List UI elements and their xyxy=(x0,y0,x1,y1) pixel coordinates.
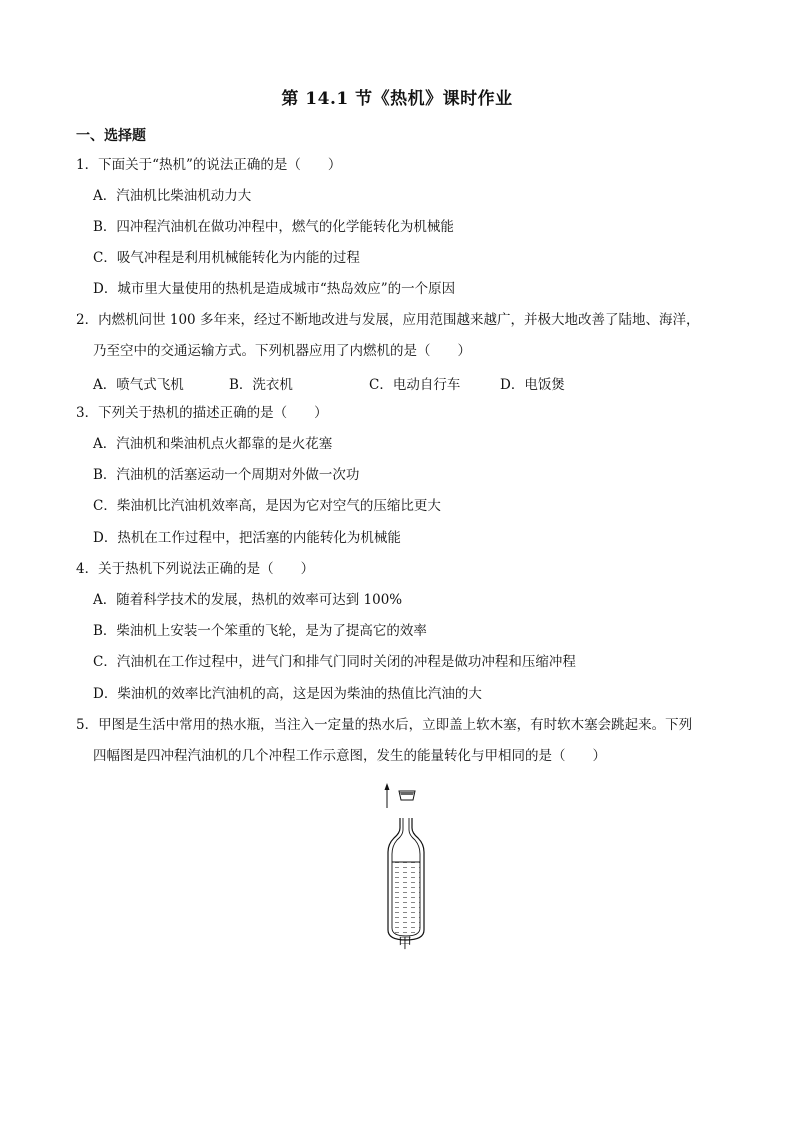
question-5-stem: 5．甲图是生活中常用的热水瓶，当注入一定量的热水后，立即盖上软木塞，有时软木塞会跳起来。下列 xyxy=(76,717,693,733)
question-1-option-c: C．吸气冲程是利用机械能转化为内能的过程 xyxy=(93,250,360,266)
question-1-option-d: D．城市里大量使用的热机是造成城市“热岛效应”的一个原因 xyxy=(93,281,456,297)
question-3-option-b: B．汽油机的活塞运动一个周期对外做一次功 xyxy=(93,467,360,483)
question-4-option-b: B．柴油机上安装一个笨重的飞轮，是为了提高它的效率 xyxy=(93,623,427,639)
question-2-option-a: A．喷气式飞机 xyxy=(93,377,184,393)
question-5-stem-continued: 四幅图是四冲程汽油机的几个冲程工作示意图，发生的能量转化与甲相同的是（ ） xyxy=(93,748,606,764)
question-2-option-d: D．电饭煲 xyxy=(500,377,565,393)
figure-label: 甲 xyxy=(398,936,412,952)
question-3-option-d: D．热机在工作过程中，把活塞的内能转化为机械能 xyxy=(93,530,401,546)
question-2-stem-continued: 乃至空中的交通运输方式。下列机器应用了内燃机的是（ ） xyxy=(93,343,471,359)
question-3-option-c: C．柴油机比汽油机效率高，是因为它对空气的压缩比更大 xyxy=(93,498,441,514)
question-3-stem: 3．下列关于热机的描述正确的是（ ） xyxy=(76,405,328,421)
question-4-option-d: D．柴油机的效率比汽油机的高，这是因为柴油的热值比汽油的大 xyxy=(93,686,482,702)
question-1-option-a: A．汽油机比柴油机动力大 xyxy=(93,188,252,204)
question-2-option-b: B．洗衣机 xyxy=(229,377,293,393)
question-3-option-a: A．汽油机和柴油机点火都靠的是火花塞 xyxy=(93,436,333,452)
question-2-option-c: C．电动自行车 xyxy=(369,377,461,393)
question-4-option-c: C．汽油机在工作过程中，进气门和排气门同时关闭的冲程是做功冲程和压缩冲程 xyxy=(93,654,576,670)
question-4-option-a: A．随着科学技术的发展，热机的效率可达到 100% xyxy=(93,592,403,608)
question-2-stem: 2．内燃机问世 100 多年来，经过不断地改进与发展，应用范围越来越广，并极大地改善了陆地、海洋， xyxy=(76,312,700,328)
question-2-options xyxy=(93,373,613,391)
question-1-stem: 1．下面关于“热机”的说法正确的是（ ） xyxy=(76,157,342,173)
question-1-option-b: B．四冲程汽油机在做功冲程中，燃气的化学能转化为机械能 xyxy=(93,219,454,235)
page-title: 第 14.1 节《热机》课时作业 xyxy=(281,89,513,109)
question-4-stem: 4．关于热机下列说法正确的是（ ） xyxy=(76,561,315,577)
section-heading: 一、选择题 xyxy=(76,128,146,144)
